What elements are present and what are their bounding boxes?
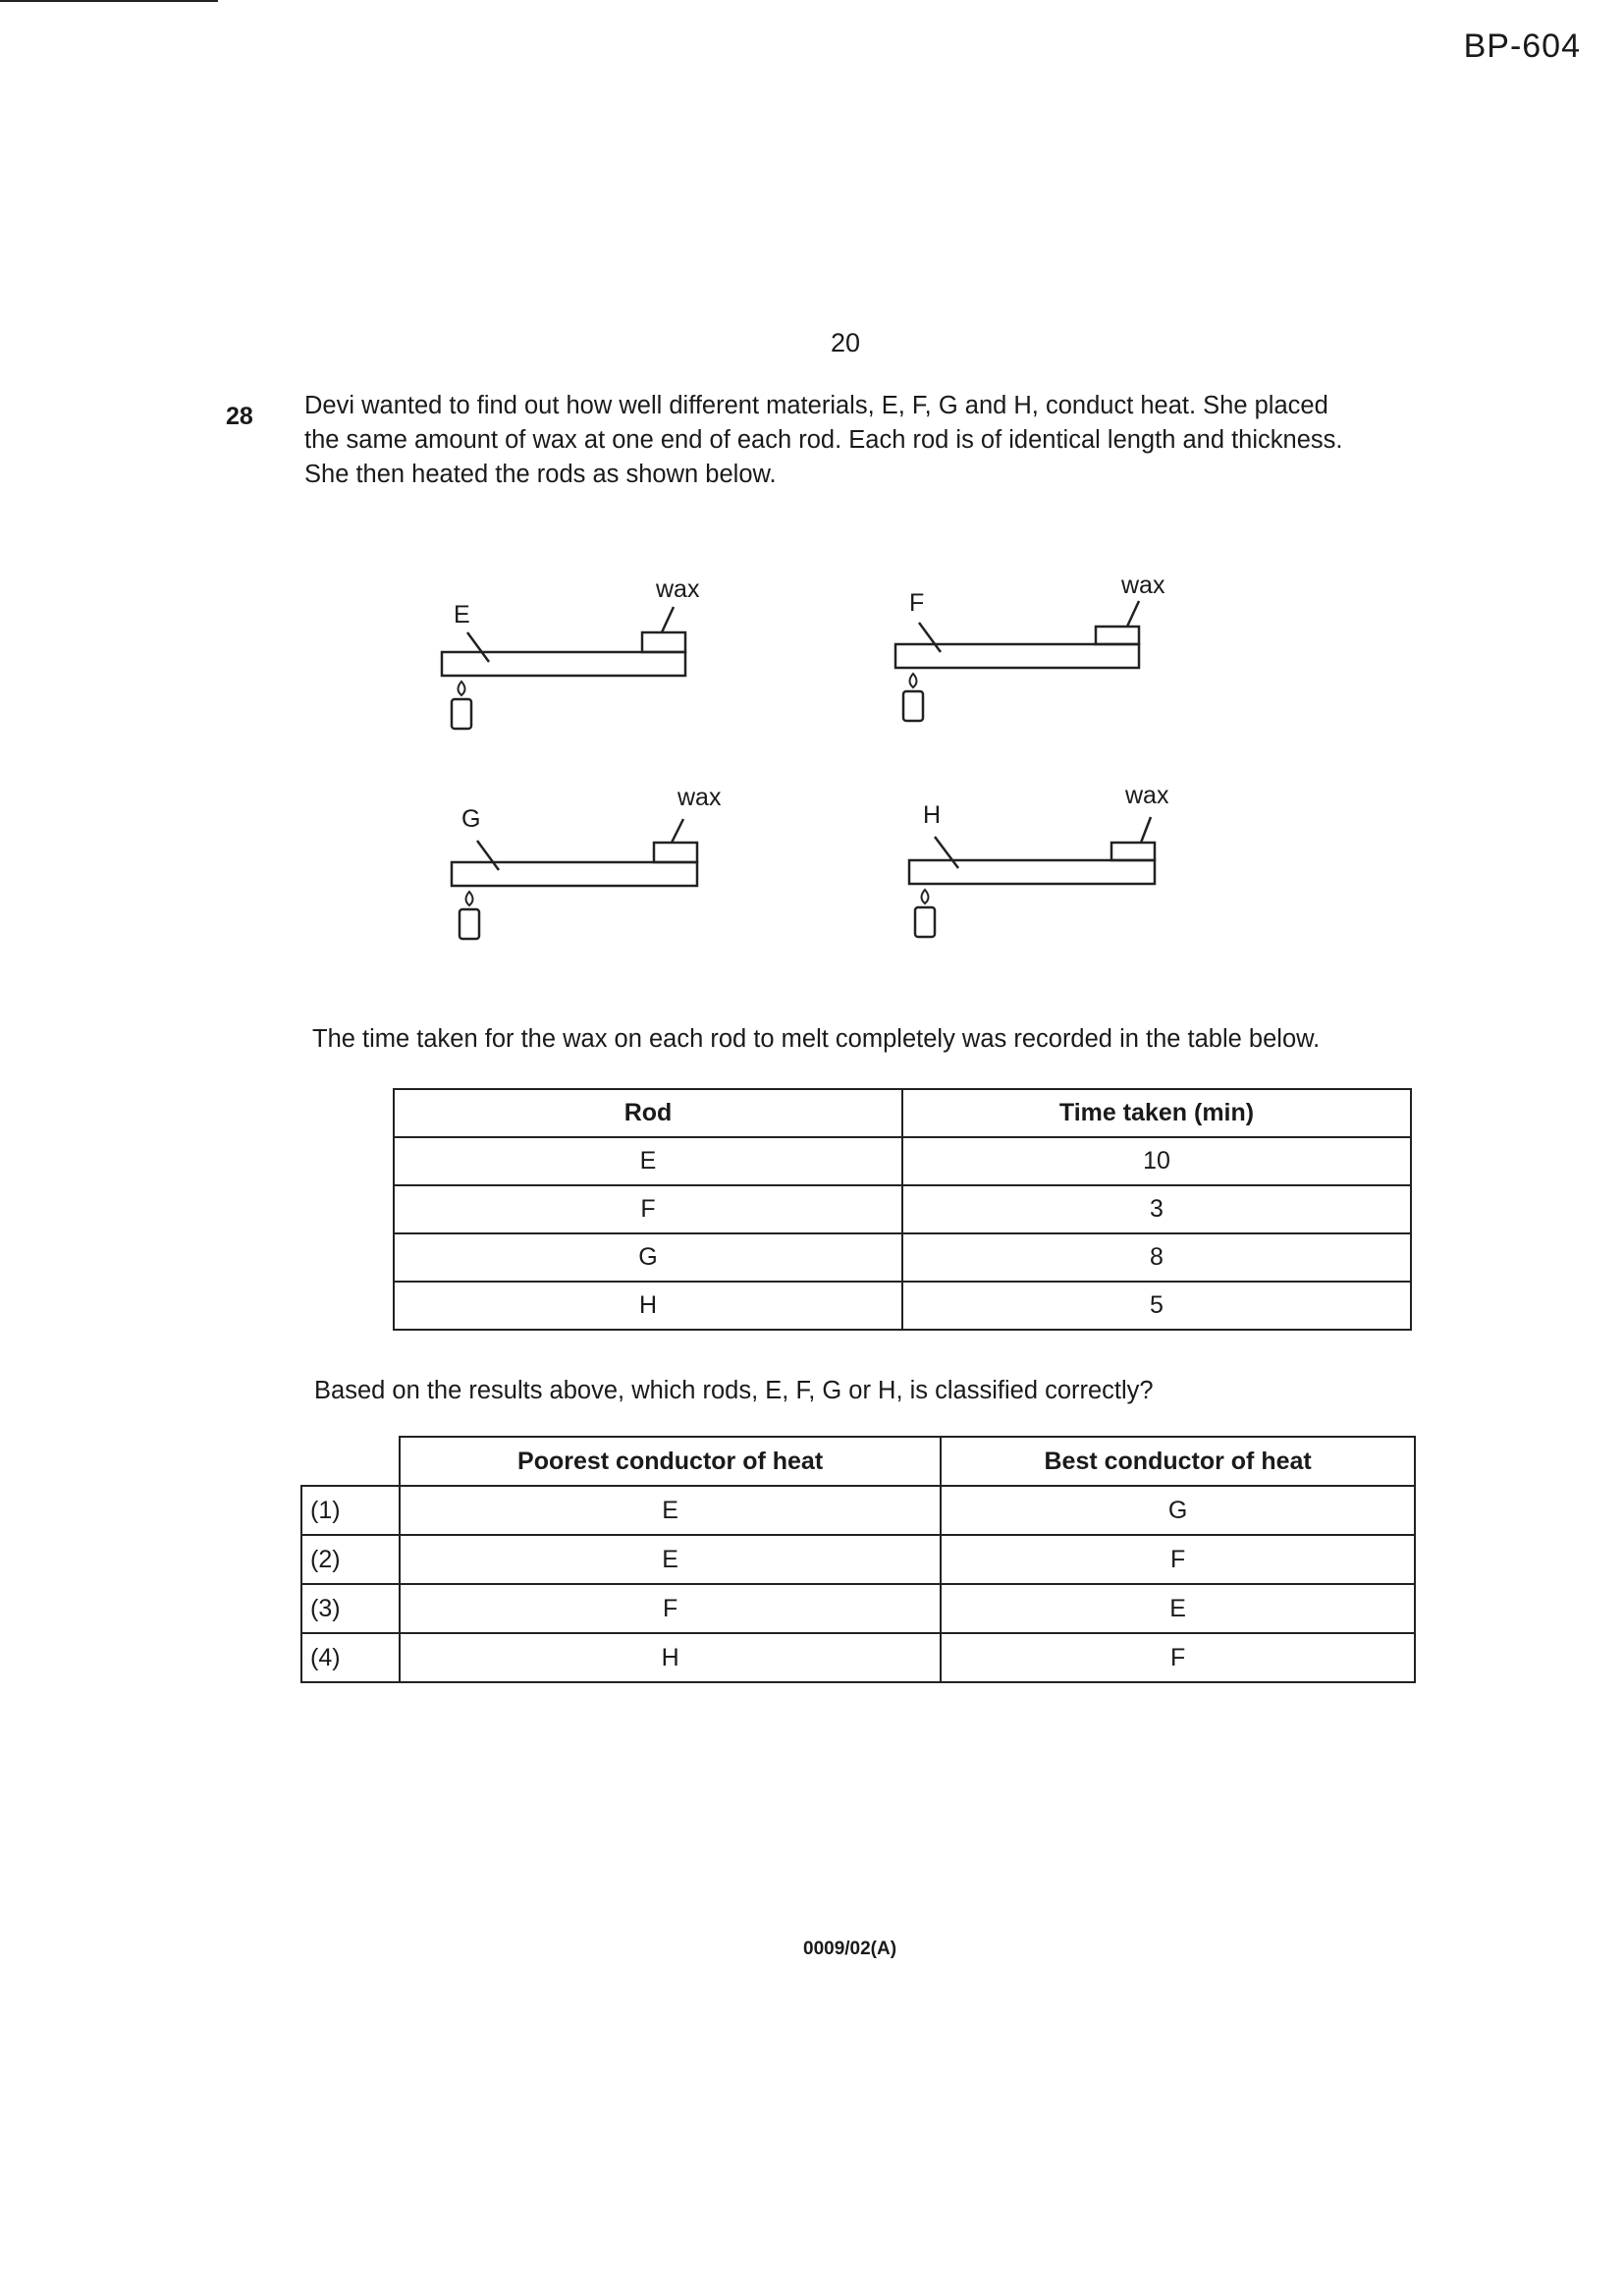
- best-cell: E: [941, 1584, 1415, 1633]
- rod-label: F: [909, 589, 925, 617]
- rod-label: E: [454, 601, 470, 629]
- poorest-cell: E: [400, 1535, 941, 1584]
- page-number: 20: [831, 328, 861, 357]
- option-number: (2): [301, 1535, 400, 1584]
- option-row[interactable]: [301, 1584, 1415, 1633]
- rod-cell: E: [394, 1137, 902, 1185]
- table-row: [394, 1282, 1411, 1330]
- option-row[interactable]: [301, 1486, 1415, 1535]
- option-number: (1): [301, 1486, 400, 1535]
- best-cell: F: [941, 1633, 1415, 1682]
- rod-setup-e: [442, 575, 700, 729]
- rod-label: H: [923, 801, 942, 829]
- time-cell: 8: [902, 1233, 1411, 1282]
- column-header: Poorest conductor of heat: [400, 1437, 941, 1486]
- table-row: [394, 1233, 1411, 1282]
- option-row[interactable]: [301, 1633, 1415, 1682]
- table-row: [394, 1185, 1411, 1233]
- table-row: [394, 1137, 1411, 1185]
- poorest-cell: E: [400, 1486, 941, 1535]
- table-header-row: [301, 1437, 1415, 1486]
- question-line: She then heated the rods as shown below.: [304, 461, 777, 488]
- question-line: Devi wanted to find out how well different materials, E, F, G and H, conduct heat. She placed: [304, 392, 1328, 419]
- time-cell: 5: [902, 1282, 1411, 1330]
- rod-setup-h: [909, 782, 1169, 937]
- column-header: Rod: [394, 1089, 902, 1137]
- paper-code: BP-604: [1463, 27, 1581, 65]
- question-prompt: Based on the results above, which rods, E, F, G or H, is classified correctly?: [314, 1377, 1154, 1404]
- rod-cell: H: [394, 1282, 902, 1330]
- option-number: (3): [301, 1584, 400, 1633]
- rod-setup-f: [895, 572, 1165, 721]
- option-number: (4): [301, 1633, 400, 1682]
- poorest-cell: H: [400, 1633, 941, 1682]
- wax-label: wax: [677, 784, 722, 811]
- wax-label: wax: [1125, 782, 1169, 809]
- rod-cell: F: [394, 1185, 902, 1233]
- time-cell: 10: [902, 1137, 1411, 1185]
- results-intro: The time taken for the wax on each rod to melt completely was recorded in the table below.: [312, 1025, 1321, 1053]
- question-number: 28: [226, 403, 253, 430]
- column-header: Best conductor of heat: [941, 1437, 1415, 1486]
- table-header-row: [394, 1089, 1411, 1137]
- column-header: Time taken (min): [902, 1089, 1411, 1137]
- rod-label: G: [461, 805, 481, 833]
- wax-label: wax: [656, 575, 700, 603]
- results-table: [393, 1088, 1412, 1331]
- option-row[interactable]: [301, 1535, 1415, 1584]
- poorest-cell: F: [400, 1584, 941, 1633]
- footer-code: 0009/02(A): [803, 1939, 897, 1959]
- rods-diagram: [0, 0, 1624, 962]
- empty-corner-cell: [301, 1437, 400, 1486]
- rod-setup-g: [452, 784, 722, 939]
- wax-label: wax: [1121, 572, 1165, 599]
- best-cell: F: [941, 1535, 1415, 1584]
- question-line: the same amount of wax at one end of each rod. Each rod is of identical length and thickness.: [304, 426, 1343, 454]
- best-cell: G: [941, 1486, 1415, 1535]
- time-cell: 3: [902, 1185, 1411, 1233]
- options-table: [300, 1436, 1416, 1683]
- rod-cell: G: [394, 1233, 902, 1282]
